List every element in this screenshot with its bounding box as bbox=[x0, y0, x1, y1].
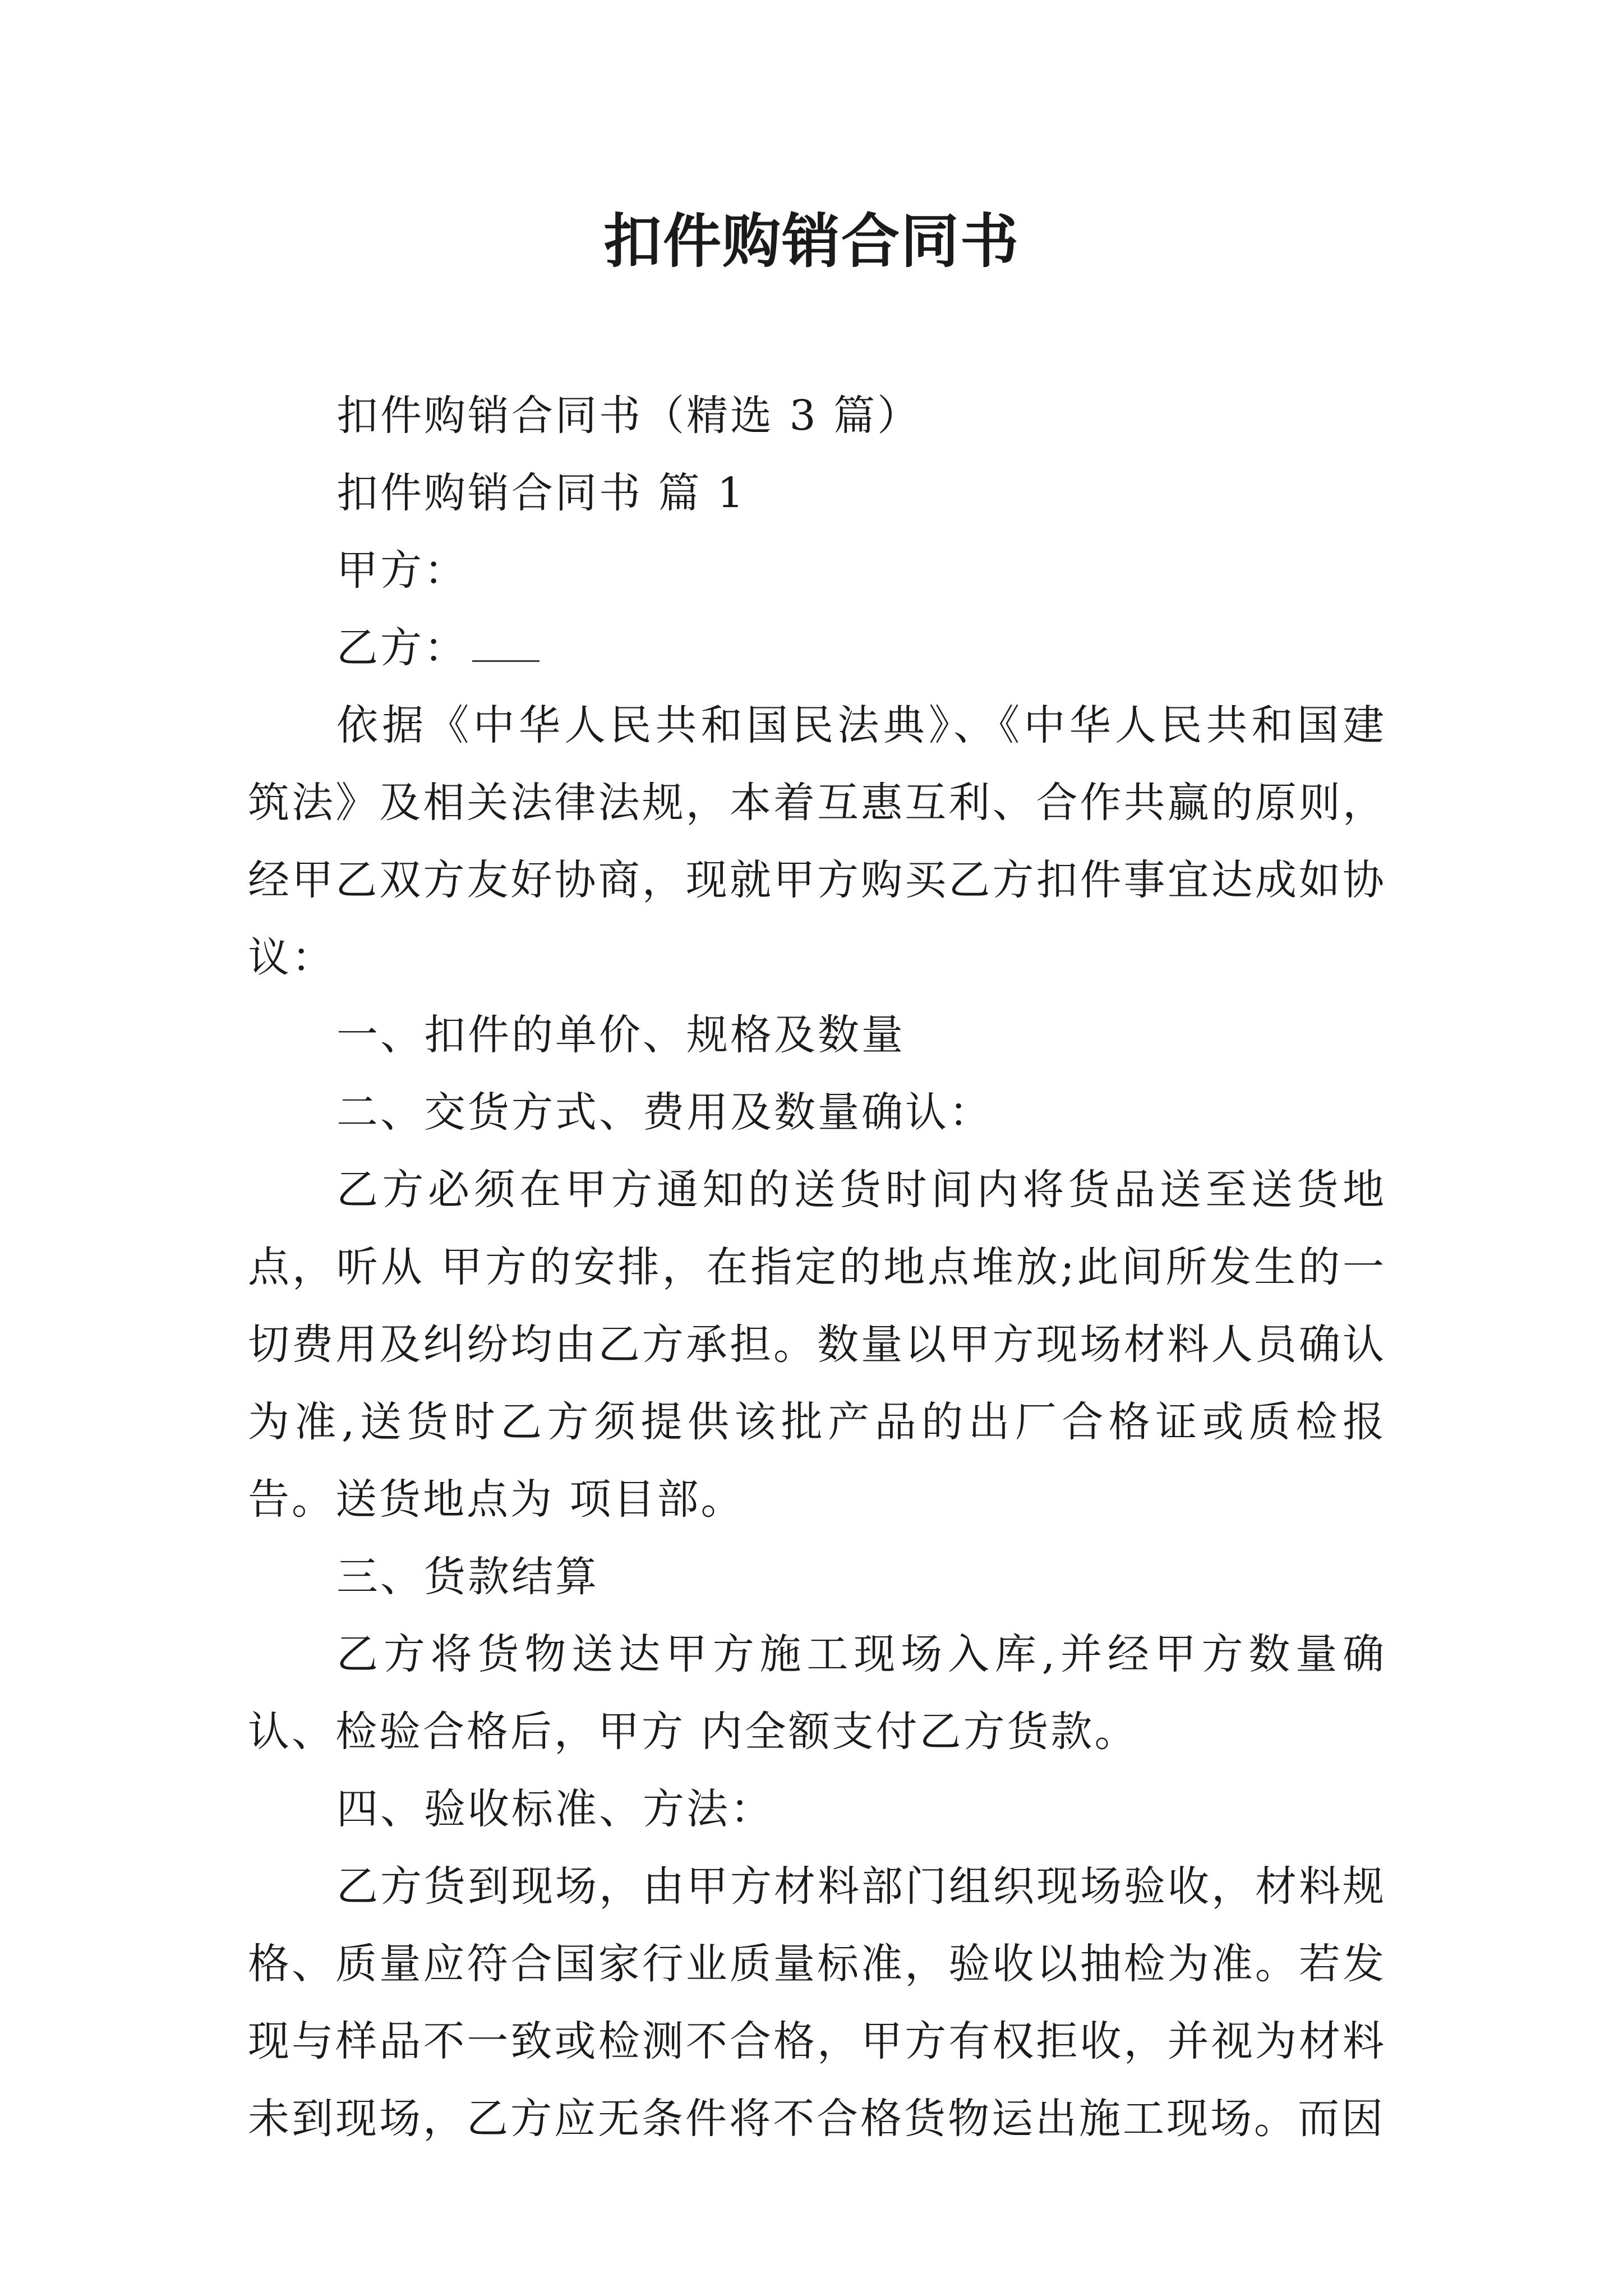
clause-3-body: 乙方将货物送达甲方施工现场入库,并经甲方数量确认、检验合格后，甲方 内全额支付乙方货款。 bbox=[248, 1630, 1386, 1756]
clause-1-heading: 一、扣件的单价、规格及数量 bbox=[336, 1011, 905, 1059]
document-body bbox=[248, 377, 1386, 2157]
clause-3-heading: 三、货款结算 bbox=[336, 1553, 599, 1601]
party-b-blank bbox=[472, 638, 540, 662]
party-b-line bbox=[248, 609, 1386, 687]
document-title: 扣件购销合同书 bbox=[603, 207, 1020, 275]
clause-2-heading: 二、交货方式、费用及数量确认： bbox=[336, 1088, 993, 1137]
intro-paragraph: 依据《中华人民共和国民法典》、《中华人民共和国建筑法》及相关法律法规，本着互惠互利、合作共赢的原则，经甲乙双方友好协商，现就甲方购买乙方扣件事宜达成如协议： bbox=[248, 701, 1386, 982]
clause-4-heading: 四、验收标准、方法： bbox=[336, 1785, 774, 1833]
clause-4-body: 乙方货到现场，由甲方材料部门组织现场验收，材料规格、质量应符合国家行业质量标准，验收以抽检为准。若发现与样品不一致或检测不合格，甲方有权拒收，并视为材料未到现场，乙方应无条件将不合格货物运出施工现场。而因 bbox=[248, 1862, 1386, 2143]
subtitle: 扣件购销合同书（精选 3 篇） bbox=[336, 392, 921, 440]
party-b-label: 乙方： bbox=[336, 624, 468, 672]
party-a-line: 甲方： bbox=[336, 546, 468, 595]
section-heading: 扣件购销合同书 篇 1 bbox=[336, 469, 746, 517]
clause-2-body: 乙方必须在甲方通知的送货时间内将货品送至送货地点，听从 甲方的安排，在指定的地点堆放;此间所发生的一切费用及纠纷均由乙方承担。数量以甲方现场材料人员确认为准,送货时乙方须提供该批产品的出厂合格证或质检报告。送货地点为 项目部。 bbox=[248, 1166, 1386, 1524]
